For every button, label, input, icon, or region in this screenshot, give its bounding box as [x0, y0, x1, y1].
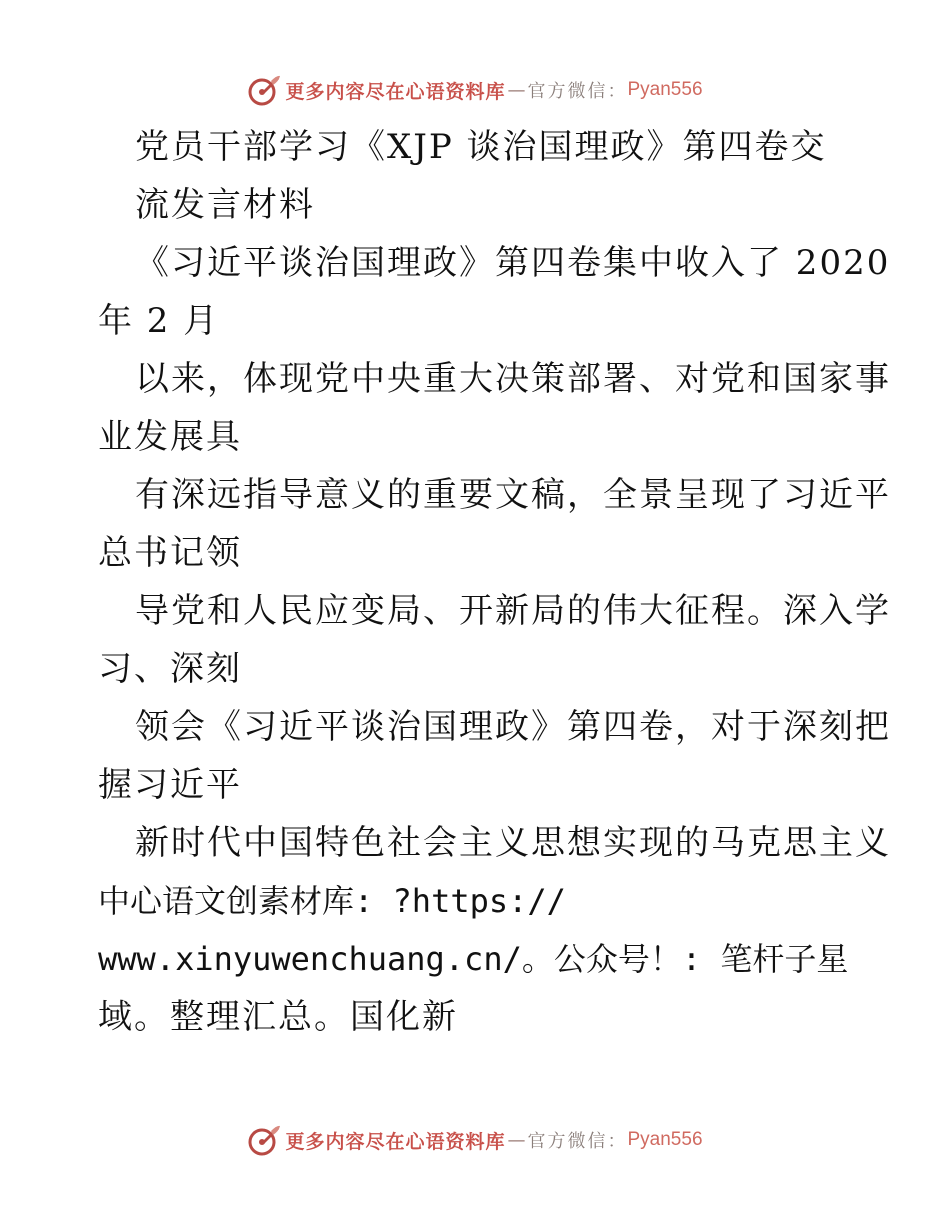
text-line: 业发展具: [98, 417, 242, 457]
text-line: 总书记领: [98, 533, 242, 573]
text-line: 以来，体现党中央重大决策部署、对党和国家事: [135, 359, 891, 399]
banner-brand-text: 更多内容尽在心语资料库: [285, 80, 506, 103]
document-body: [98, 118, 891, 1046]
text-line-link: 中心语文创素材库: ?https://: [98, 882, 566, 920]
text-line: 《习近平谈治国理政》第四卷集中收入了 2020: [135, 243, 891, 283]
text-line: 有深远指导意义的重要文稿，全景呈现了习近平: [135, 475, 891, 515]
banner-wechat-label: 官方微信：: [527, 81, 628, 102]
text-line: 导党和人民应变局、开新局的伟大征程。深入学: [135, 591, 891, 631]
footer-banner: [0, 1120, 950, 1160]
text-line: 流发言材料: [135, 185, 315, 225]
quill-pen-logo-icon: [247, 73, 281, 107]
text-line: 党员干部学习《XJP 谈治国理政》第四卷交: [135, 127, 827, 167]
text-line: 域。整理汇总。国化新: [98, 997, 458, 1037]
text-line: 新时代中国特色社会主义思想实现的马克思主义: [135, 823, 891, 863]
text-line-link: www.xinyuwenchuang.cn/。公众号！: 笔杆子星: [98, 940, 849, 978]
text-line: 年 2 月: [98, 301, 220, 341]
banner-wechat-handle: Pyan556: [627, 1129, 703, 1150]
header-banner: [0, 70, 950, 110]
text-line: 领会《习近平谈治国理政》第四卷，对于深刻把: [135, 707, 891, 747]
banner-dash: —: [507, 1129, 526, 1151]
banner-wechat-label: 官方微信：: [527, 1131, 628, 1152]
text-line: 握习近平: [98, 765, 242, 805]
banner-dash: —: [507, 79, 526, 101]
quill-pen-logo-icon: [247, 1123, 281, 1157]
banner-wechat-handle: Pyan556: [627, 79, 703, 100]
text-line: 习、深刻: [98, 649, 242, 689]
banner-brand-text: 更多内容尽在心语资料库: [285, 1130, 506, 1153]
